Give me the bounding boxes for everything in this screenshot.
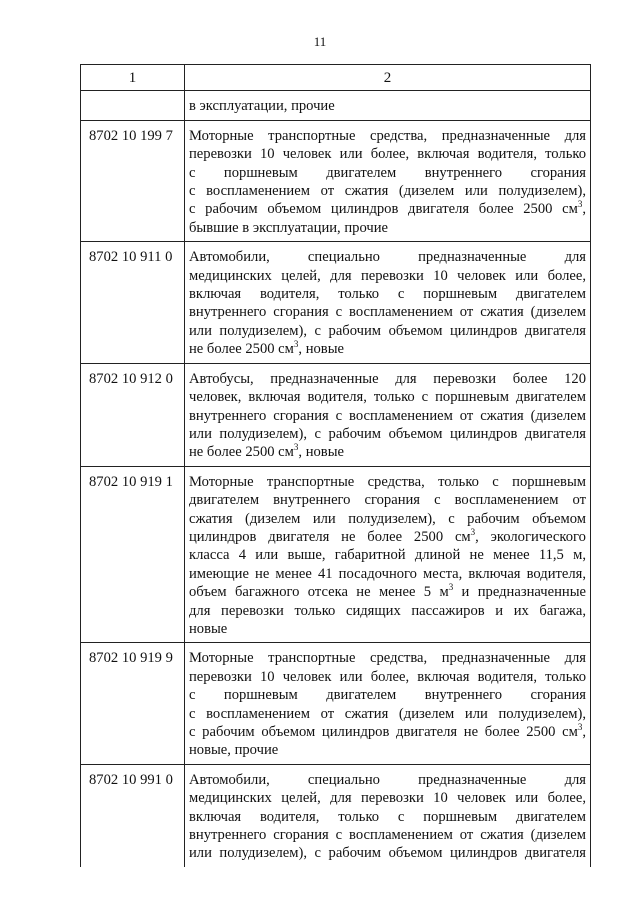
description-line: не более 2500 $см^3$, новые — [189, 339, 344, 358]
tariff-code-table — [80, 64, 591, 867]
description-line: в эксплуатации, прочие — [189, 98, 335, 115]
description-line: новые, прочие — [189, 742, 279, 759]
description-line: не более 2500 $см^3$, новые — [189, 442, 344, 461]
tariff-code — [81, 91, 185, 120]
description-line: имеющие не менее 41 посадочного места, включая водителя, — [189, 565, 586, 582]
description-line: Автобусы, предназначенные для перевозки более 120 — [189, 370, 586, 387]
tariff-code: 8702 10 919 1 — [81, 466, 185, 643]
description-line: класса 4 или выше, габаритной длиной не менее 11,5 м, — [189, 547, 586, 564]
description-line: перевозки 10 человек или более, включая водителя, только — [189, 146, 586, 163]
description-line: с рабочим объемом цилиндров двигателя не более 2500 $см^3$, — [189, 722, 586, 740]
description-line: или полудизелем), с рабочим объемом цилиндров двигателя — [189, 322, 586, 339]
table-row — [81, 363, 591, 466]
tariff-code: 8702 10 199 7 — [81, 120, 185, 241]
description-line: или полудизелем), с рабочим объемом цилиндров двигателя — [189, 845, 586, 862]
table-row — [81, 764, 591, 867]
description-line: сжатия (дизелем или полудизелем), с рабочим объемом — [189, 510, 586, 527]
tariff-description — [185, 91, 591, 120]
description-line: с поршневым двигателем внутреннего сгорания — [189, 164, 586, 181]
description-line: с воспламенением от сжатия (дизелем или полудизелем), — [189, 705, 586, 722]
tariff-description — [185, 363, 591, 466]
description-line: новые — [189, 620, 228, 637]
description-line: с поршневым двигателем внутреннего сгорания — [189, 687, 586, 704]
description-line: с рабочим объемом цилиндров двигателя более 2500 $см^3$, — [189, 199, 586, 218]
description-line: или полудизелем), с рабочим объемом цилиндров двигателя — [189, 425, 586, 442]
description-line: Моторные транспортные средства, только с поршневым — [189, 473, 586, 490]
tariff-code: 8702 10 912 0 — [81, 363, 185, 466]
table-row — [81, 242, 591, 363]
page-number: 11 — [313, 34, 327, 49]
tariff-description — [185, 764, 591, 867]
description-line: внутреннего сгорания с воспламенением от сжатия (дизелем — [189, 304, 586, 321]
description-line: Автомобили, специально предназначенные для — [189, 249, 586, 266]
table-row — [81, 91, 591, 120]
tariff-description — [185, 120, 591, 241]
description-line: включая водителя, только с поршневым двигателем — [189, 286, 586, 303]
tariff-code: 8702 10 919 9 — [81, 643, 185, 764]
tariff-description — [185, 643, 591, 764]
tariff-code: 8702 10 911 0 — [81, 242, 185, 363]
description-line: Моторные транспортные средства, предназначенные для — [189, 127, 586, 144]
tariff-description — [185, 466, 591, 643]
column-header-description: 2 — [185, 65, 591, 91]
description-line: перевозки 10 человек или более, включая водителя, только — [189, 668, 586, 685]
description-line: с воспламенением от сжатия (дизелем или полудизелем), — [189, 183, 586, 200]
description-line: двигателем внутреннего сгорания с воспламенением от — [189, 492, 586, 509]
description-line: включая водителя, только с поршневым двигателем — [189, 808, 586, 825]
table-row — [81, 643, 591, 764]
table-body — [81, 91, 591, 867]
description-line: бывшие в эксплуатации, прочие — [189, 219, 389, 236]
description-line: внутреннего сгорания с воспламенением от сжатия (дизелем — [189, 407, 586, 424]
description-line: Моторные транспортные средства, предназначенные для — [189, 650, 586, 667]
description-line: цилиндров двигателя не более 2500 $см^3$, экологического — [189, 527, 586, 545]
description-line: медицинских целей, для перевозки 10 человек или более, — [189, 267, 586, 284]
tariff-description — [185, 242, 591, 363]
table-row — [81, 120, 591, 241]
table-row — [81, 466, 591, 643]
tariff-code: 8702 10 991 0 — [81, 764, 185, 867]
column-header-code: 1 — [81, 65, 185, 91]
description-line: внутреннего сгорания с воспламенением от сжатия (дизелем — [189, 827, 586, 844]
description-line: объем багажного отсека не менее 5 $м^3$ и предназначенные — [189, 582, 587, 601]
description-line: Автомобили, специально предназначенные для — [189, 771, 586, 788]
description-line: человек, включая водителя, только с поршневым двигателем — [189, 389, 586, 406]
description-line: медицинских целей, для перевозки 10 человек или более, — [189, 790, 586, 807]
description-line: для перевозки только сидящих пассажиров и их багажа, — [189, 602, 586, 619]
table-header-row — [81, 65, 591, 91]
